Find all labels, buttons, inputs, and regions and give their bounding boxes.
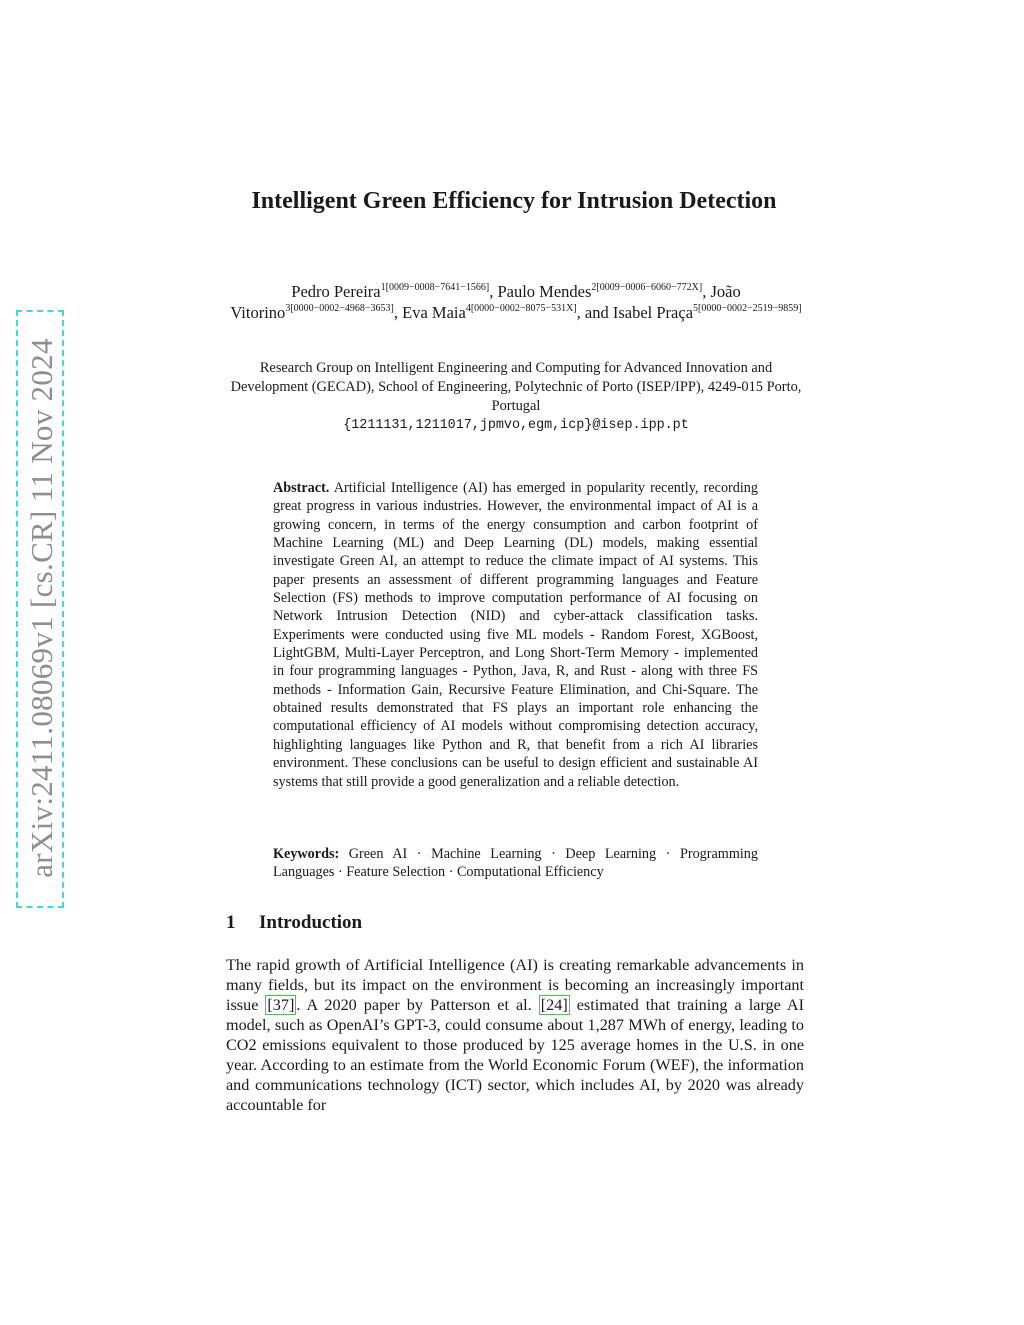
abstract [273,479,758,791]
intro-text: The rapid growth of Artificial Intelligence (AI) is creating remarkable advancements in many fields, but its impact on the environment is becoming an increasingly important issue [226,956,804,1014]
arxiv-identifier[interactable]: arXiv:2411.08069v1 [cs.CR] 11 Nov 2024 [24,338,59,878]
intro-text: estimated that training a large AI model, such as OpenAI’s GPT-3, could consume about 1,287 MWh of energy, leading to CO2 emissions equivalent to those produced by 125 average homes in the U.S. in one year. According to an estimate from the World Economic Forum (WEF), the information and communications technology (ICT) sector, which includes AI, by 2020 was already accountable for [226,996,804,1114]
author-orcid: 2[0009−0006−6060−772X] [591,282,703,293]
abstract-text: Artificial Intelligence (AI) has emerged in popularity recently, recording great progress in various industries. However, the environmental impact of AI is a growing concern, in terms of the energy consumption and carbon footprint of Machine Learning (ML) and Deep Learning (DL) models, making essential investigate Green AI, an attempt to reduce the climate impact of AI systems. This paper presents an assessment of different programming languages and Feature Selection (FS) methods to improve computation performance of AI focusing on Network Intrusion Detection (NID) and cyber-attack classification tasks. Experiments were conducted using five ML models - Random Forest, XGBoost, LightGBM, Multi-Layer Perceptron, and Long Short-Term Memory - implemented in four programming languages - Python, Java, R, and Rust - along with three FS methods - Information Gain, Recursive Feature Elimination, and Chi-Square. The obtained results demonstrated that FS plays an important role enhancing the computational efficiency of AI models without compromising detection accuracy, highlighting languages like Python and R, that benefit from a rich AI libraries environment. These conclusions can be useful to design efficient and sustainable AI systems that still provide a good generalization and a reliable detection. [273,480,758,790]
abstract-label: Abstract. [273,480,330,496]
author-orcid: 1[0009−0008−7641−1566] [380,282,490,293]
keywords-label: Keywords: [273,846,340,862]
author-emails: {1211131,1211017,jpmvo,egm,icp}@isep.ipp.pt [343,418,689,433]
section-title: Introduction [259,912,363,933]
affiliation: Research Group on Intelligent Engineering and Computing for Advanced Innovation and Development (GECAD), School of Engineering, Polytechnic of Porto (ISEP/IPP), 4249-015 Porto, Portugal [230,360,802,414]
author-name: Pedro Pereira [291,282,381,301]
author-orcid: 4[0000−0002−8075−531X] [465,303,577,314]
author-orcid: 3[0000−0002−4968−3653] [285,303,394,314]
section-heading [226,912,362,934]
author-name: Paulo Mendes [497,282,592,301]
section-number: 1 [226,912,236,933]
intro-text: . A 2020 paper by Patterson et al. [296,996,539,1014]
citation-link[interactable]: [37] [267,996,295,1014]
author-name: João Vitorino [230,282,741,322]
citation-link[interactable]: [24] [540,996,568,1014]
keywords [273,845,758,882]
author-list: Pedro Pereira$^{1[0009-0008-7641-1566]}$, Paulo Mendes$^{2[0009-0006-6060-772X]}$, João Vitorino$^{3[0000-0002-4968-3653]}$, Eva Maia$^{4[0000-0002-8075-531X]}$, and Isabel Praça$^{5[0000-0002-2519-9859]}$ [230,282,802,322]
paper-title: Intelligent Green Efficiency for Intrusion Detection [251,188,777,214]
author-name: Isabel Praça [612,303,694,322]
author-conjunction: and [584,303,609,322]
intro-paragraph [226,955,804,1115]
affiliation-block [224,359,808,435]
author-name: Eva Maia [402,303,466,322]
keywords-text: Green AI · Machine Learning · Deep Learning · Programming Languages · Feature Selection · Computational Efficiency [273,846,758,881]
author-orcid: 5[0000−0002−2519−9859] [693,303,802,314]
